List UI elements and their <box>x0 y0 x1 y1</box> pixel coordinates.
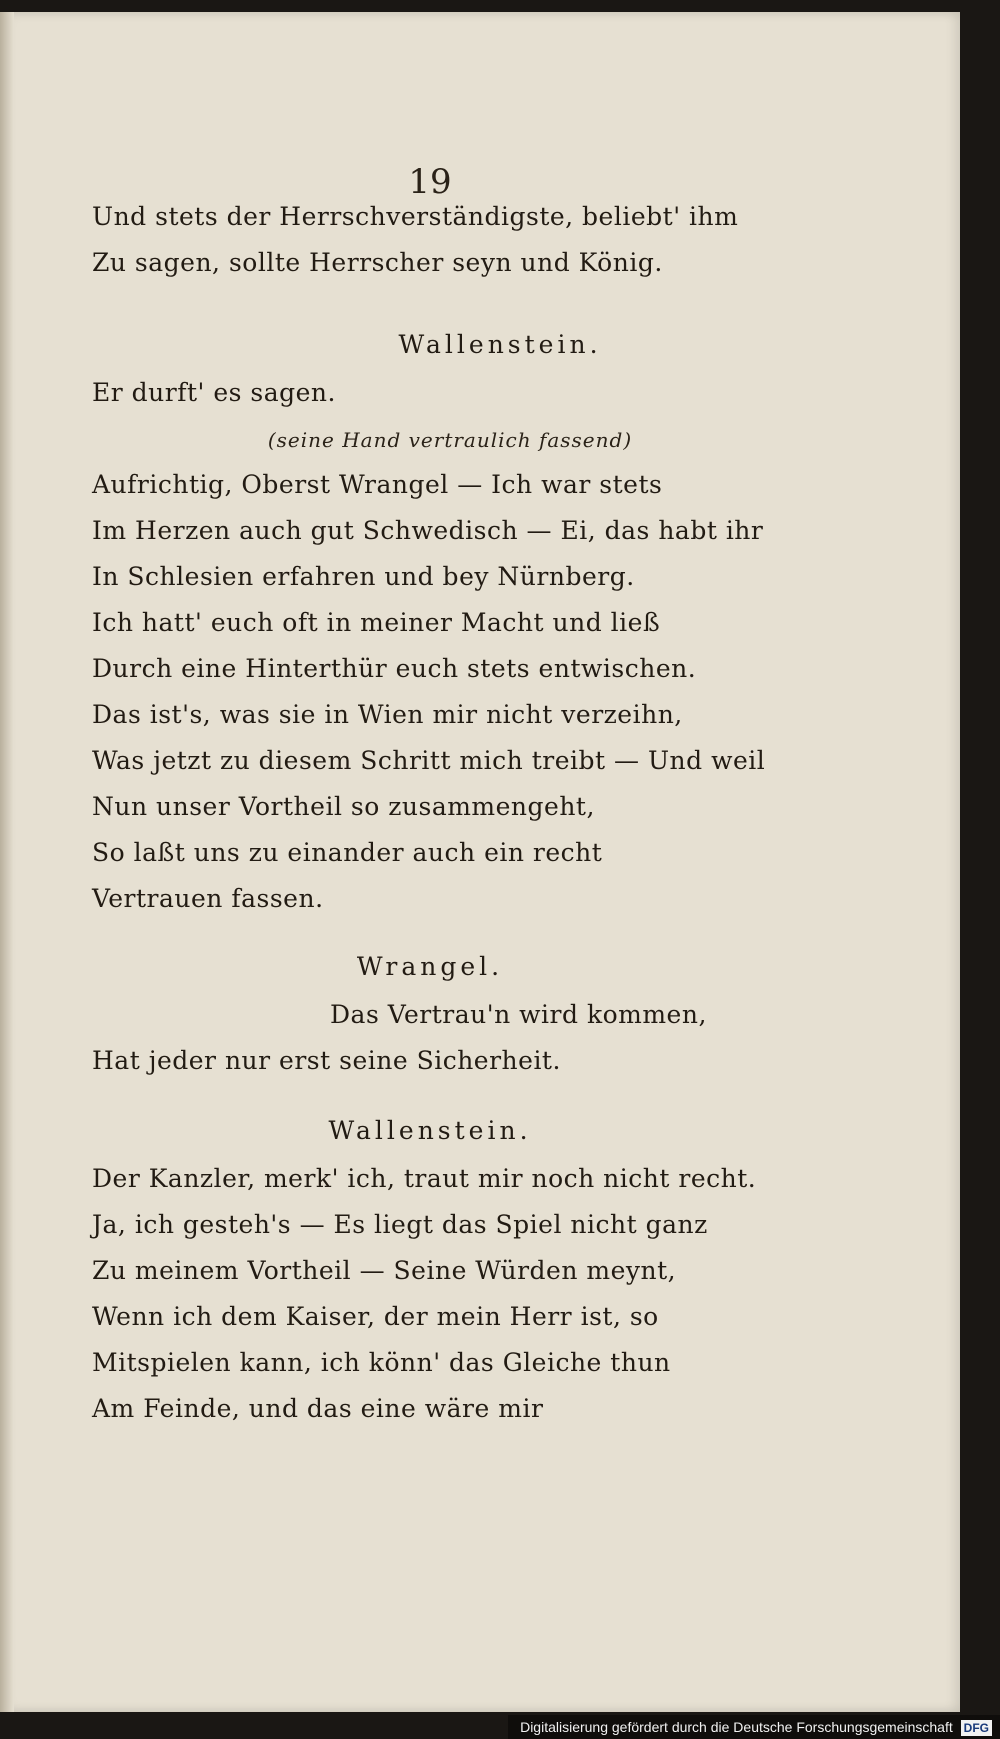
verse-line: Mitspielen kann, ich könn' das Gleiche thun <box>92 1348 671 1377</box>
verse-line: Zu sagen, sollte Herrscher seyn und König. <box>92 248 663 277</box>
verse-line: Am Feinde, und das eine wäre mir <box>92 1394 544 1423</box>
verse-line: Hat jeder nur erst seine Sicherheit. <box>92 1046 561 1075</box>
page-binding-edge <box>0 12 14 1712</box>
digitization-credit-bar <box>508 1715 1000 1739</box>
verse-line: So laßt uns zu einander auch ein recht <box>92 838 603 867</box>
verse-line: Was jetzt zu diesem Schritt mich treibt — Und weil <box>92 746 766 775</box>
digitization-credit: Digitalisierung gefördert durch die Deutsche Forschungsgemeinschaft <box>520 1719 953 1735</box>
verse-line: Und stets der Herrschverständigste, beliebt' ihm <box>92 202 739 231</box>
stage-direction: (seine Hand vertraulich fassend) <box>267 428 633 452</box>
speaker-name: Wallenstein. <box>398 330 602 359</box>
speaker-name: Wrangel. <box>356 952 504 981</box>
verse-line: Vertrauen fassen. <box>92 884 324 913</box>
verse-line: Wenn ich dem Kaiser, der mein Herr ist, so <box>92 1302 659 1331</box>
verse-line: Zu meinem Vortheil — Seine Würden meynt, <box>92 1256 677 1285</box>
book-page <box>0 12 960 1712</box>
verse-line: In Schlesien erfahren und bey Nürnberg. <box>92 562 635 591</box>
verse-line: Durch eine Hinterthür euch stets entwischen. <box>92 654 697 683</box>
speaker-name: Wallenstein. <box>328 1116 532 1145</box>
verse-line: Aufrichtig, Oberst Wrangel — Ich war stets <box>92 470 663 499</box>
verse-line: Das ist's, was sie in Wien mir nicht verzeihn, <box>92 700 683 729</box>
verse-line: Er durft' es sagen. <box>92 378 336 407</box>
verse-line: Der Kanzler, merk' ich, traut mir noch nicht recht. <box>92 1164 757 1193</box>
verse-line: Ich hatt' euch oft in meiner Macht und ließ <box>92 608 661 637</box>
verse-line: Im Herzen auch gut Schwedisch — Ei, das habt ihr <box>92 516 764 545</box>
verse-line: Das Vertrau'n wird kommen, <box>330 1000 707 1029</box>
page-number: 19 <box>408 162 452 202</box>
verse-line: Ja, ich gesteh's — Es liegt das Spiel nicht ganz <box>92 1210 708 1239</box>
dfg-logo: DFG <box>961 1720 992 1736</box>
verse-line: Nun unser Vortheil so zusammengeht, <box>92 792 595 821</box>
